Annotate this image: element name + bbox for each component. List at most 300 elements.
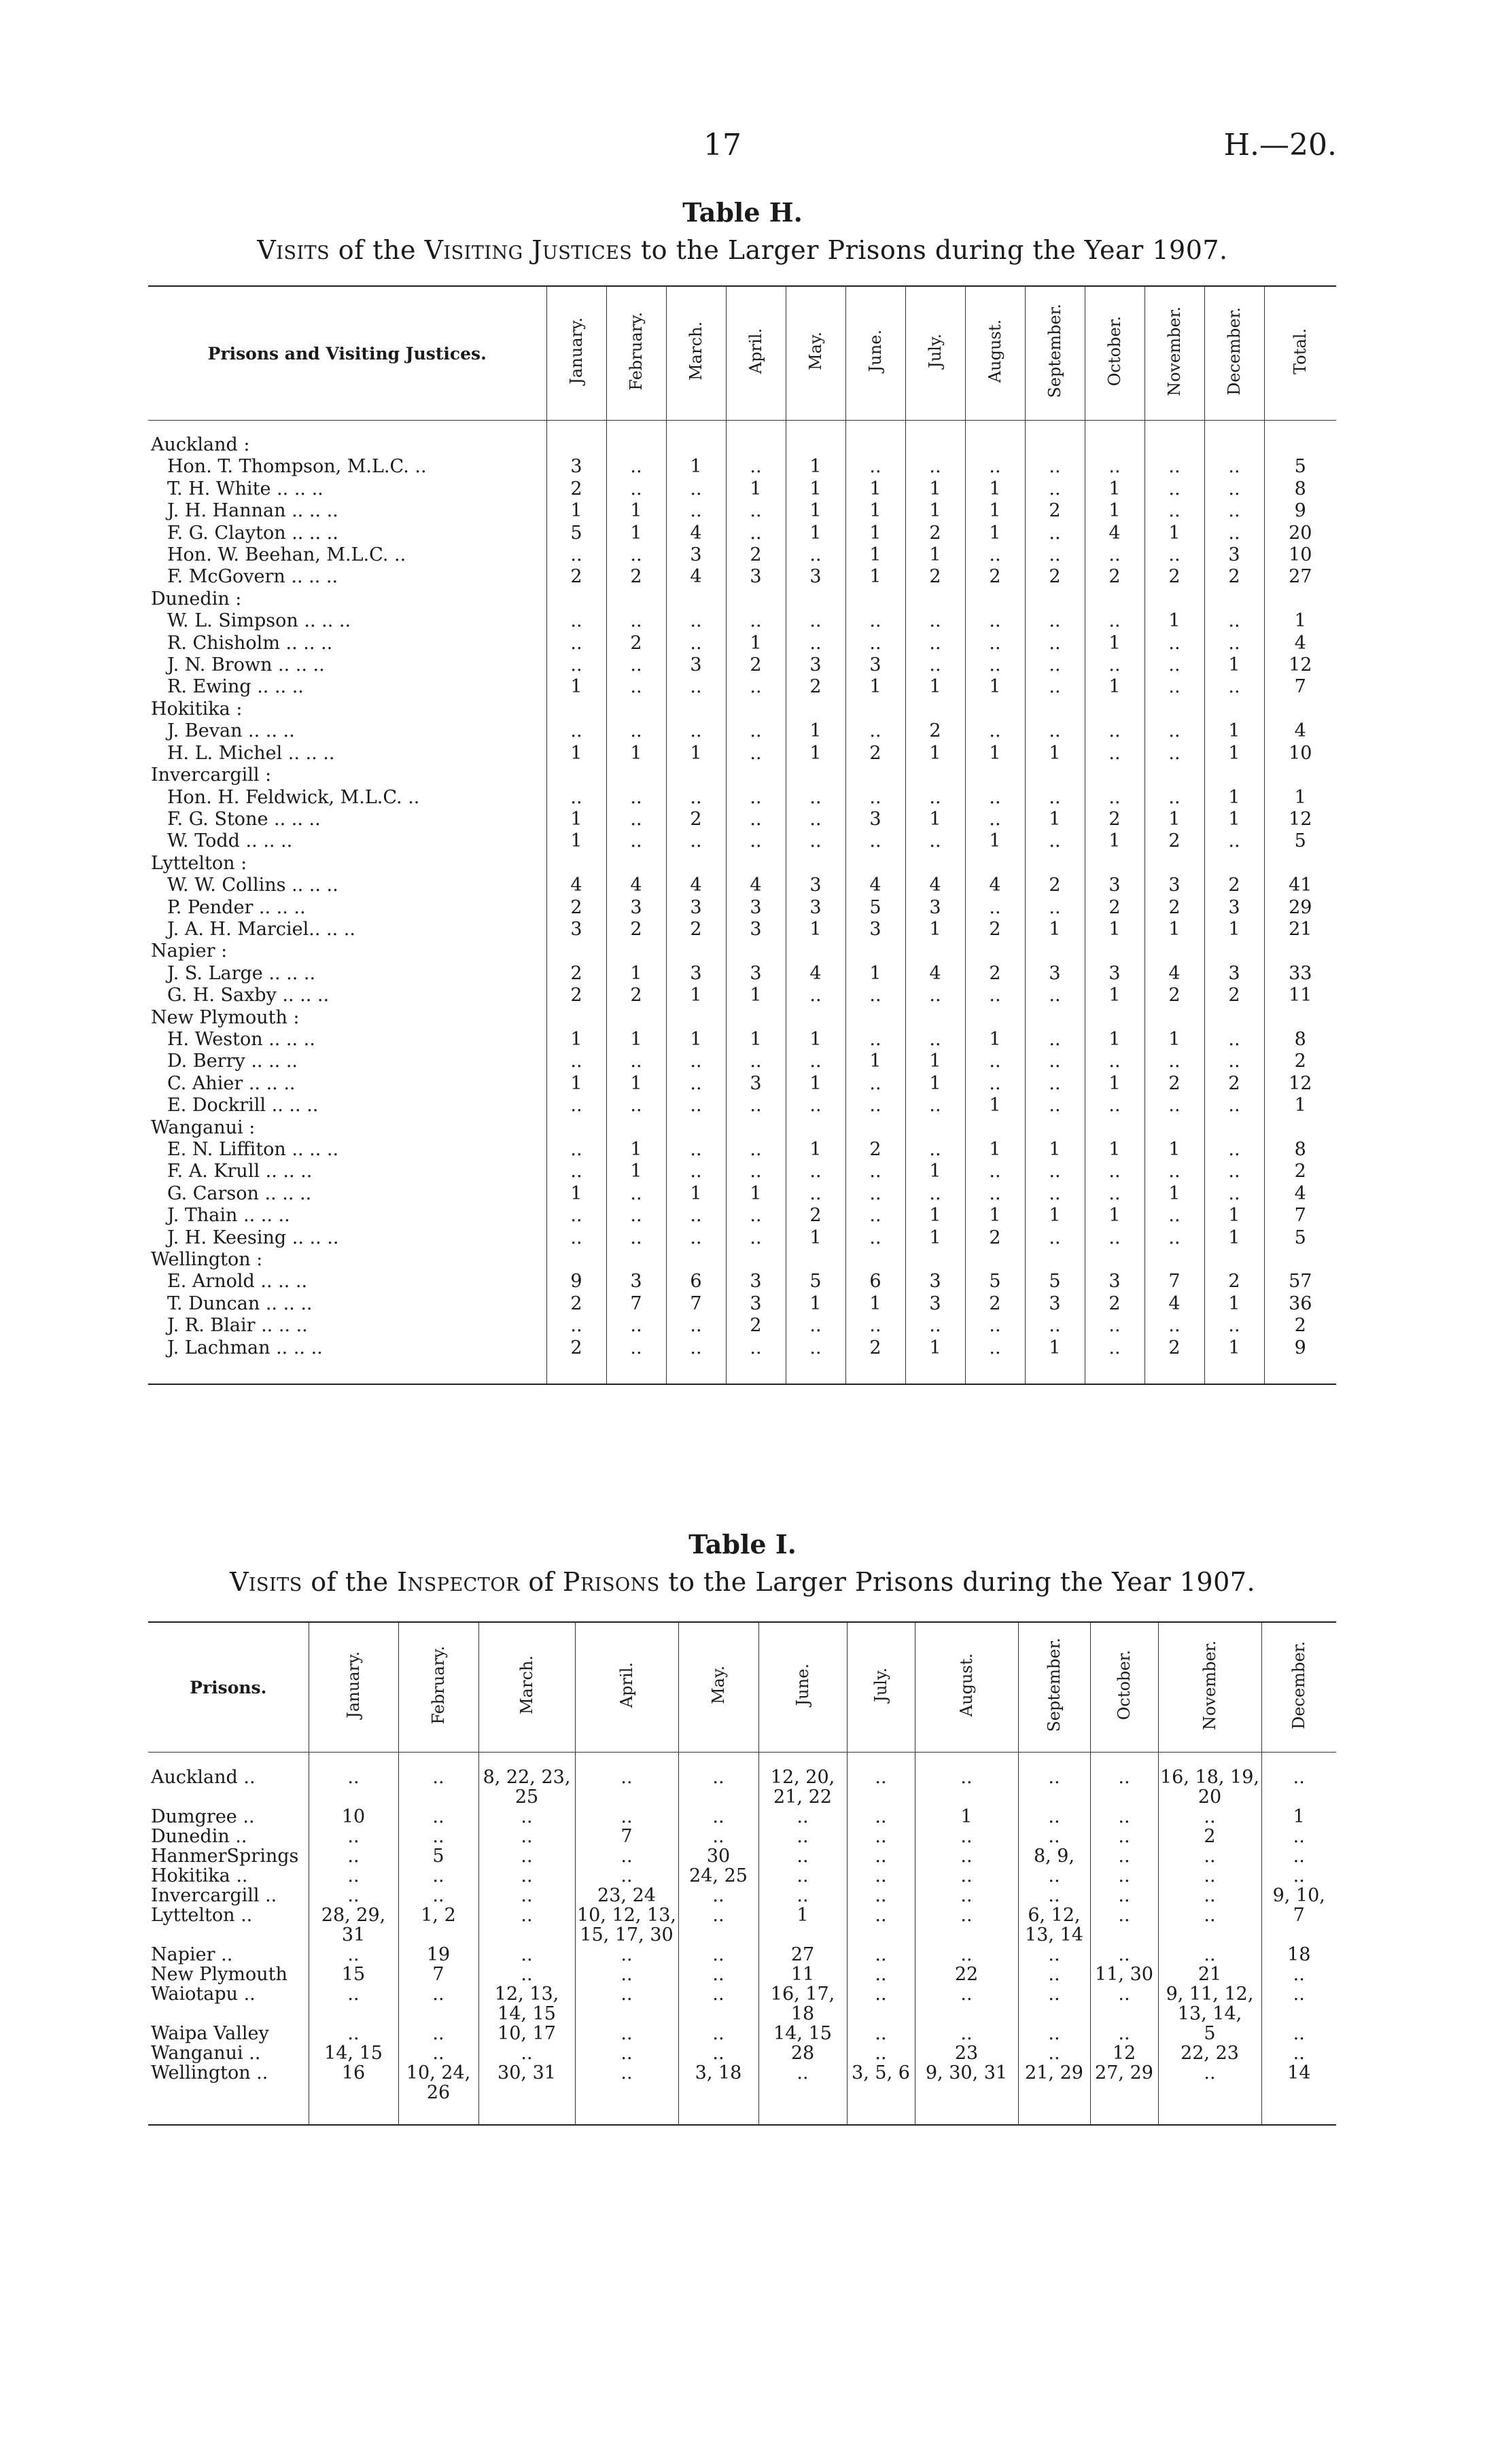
- table-i-cell: 12, 13, 14, 15: [478, 1984, 575, 2024]
- table-h-cell: 3: [666, 897, 726, 919]
- table-h-cell: 1: [1204, 654, 1264, 676]
- table-h-cell: 1: [965, 478, 1025, 500]
- table-h-cell: ..: [606, 456, 666, 478]
- table-i-cell: ..: [478, 1807, 575, 1827]
- table-h-cell: [606, 588, 666, 610]
- table-h-cell: ..: [606, 1227, 666, 1249]
- column-header-text: December.: [1225, 306, 1244, 395]
- table-h-cell: 3: [786, 897, 845, 919]
- table-h-cell: 2: [1204, 1271, 1264, 1292]
- table-i-cell: ..: [1090, 1984, 1158, 2024]
- table-h-cell: [726, 764, 786, 786]
- table-i-cell: 14: [1261, 2063, 1336, 2125]
- table-i-cell: 1, 2: [398, 1905, 478, 1945]
- table-h-cell: 3: [1085, 963, 1145, 985]
- row-name: Invercargill ..: [151, 1885, 277, 1906]
- table-h-cell: 1: [1025, 1337, 1085, 1384]
- table-i-cell: 3, 5, 6: [847, 2063, 915, 2125]
- table-h-cell: [546, 940, 606, 962]
- table-h-cell: ..: [726, 1051, 786, 1072]
- table-h-cell: 1: [905, 676, 965, 698]
- table-h-cell: 1: [845, 500, 905, 522]
- table-h-cell: 2: [965, 919, 1025, 940]
- table-h-cell: ..: [905, 456, 965, 478]
- region-name: Auckland :: [151, 434, 250, 455]
- caption-word: Visiting Justices: [424, 235, 633, 265]
- row-name: T. Duncan .. .. ..: [167, 1292, 313, 1314]
- table-h-row: [148, 610, 1336, 632]
- table-h-cell: [546, 764, 606, 786]
- table-h-cell: 1: [666, 1029, 726, 1051]
- table-i-cell: 30: [678, 1846, 758, 1866]
- table-h-cell: [666, 853, 726, 875]
- table-h-cell: ..: [786, 809, 845, 830]
- table-h-cell: 1: [726, 1183, 786, 1205]
- table-h-cell: [726, 1249, 786, 1271]
- table-h-column-header: [1145, 286, 1204, 421]
- table-h-cell: [666, 421, 726, 457]
- table-h-cell: 2: [546, 566, 606, 588]
- table-i-column-header: [847, 1622, 915, 1753]
- table-h-cell: ..: [845, 830, 905, 852]
- table-h-cell: [1025, 853, 1085, 875]
- table-h-cell: 2: [726, 1315, 786, 1337]
- table-h-cell: [726, 588, 786, 610]
- table-h-cell: ..: [905, 633, 965, 654]
- table-i-cell: ..: [575, 1846, 678, 1866]
- table-i-cell: 16: [309, 2063, 398, 2125]
- table-h-cell: ..: [1145, 1315, 1204, 1337]
- table-h-column-header: [845, 286, 905, 421]
- table-h-cell: ..: [1145, 1227, 1204, 1249]
- table-i-cell: 7: [1261, 1905, 1336, 1945]
- table-h-cell: ..: [1145, 1051, 1204, 1072]
- table-i-cell: ..: [1158, 1886, 1261, 1905]
- table-h-cell: 4: [965, 875, 1025, 896]
- table-i-cell: 6, 12, 13, 14: [1018, 1905, 1090, 1945]
- table-h-cell: [1204, 421, 1264, 457]
- row-name: F. A. Krull .. .. ..: [167, 1161, 313, 1182]
- table-h-cell: 2: [965, 566, 1025, 588]
- table-i-cell: ..: [758, 1866, 847, 1886]
- table-h-cell: [726, 1117, 786, 1139]
- table-h-heading: Table H.: [682, 197, 803, 228]
- table-h-cell: ..: [1085, 720, 1145, 742]
- table-h-cell: ..: [786, 1095, 845, 1116]
- table-h-row: [148, 875, 1336, 896]
- table-h-cell: ..: [1085, 1183, 1145, 1205]
- table-h-cell: ..: [965, 544, 1025, 566]
- table-h-cell: [965, 1249, 1025, 1271]
- table-h-cell: ..: [1145, 654, 1204, 676]
- table-h-cell: 3: [1085, 1271, 1145, 1292]
- table-i-cell: ..: [575, 2043, 678, 2063]
- table-h-cell: [845, 940, 905, 962]
- table-h-cell: 6: [666, 1271, 726, 1292]
- table-h-cell: [845, 588, 905, 610]
- table-h-cell: 1: [965, 743, 1025, 764]
- table-i-cell: 16, 17, 18: [758, 1984, 847, 2024]
- caption-word: Visits: [229, 1567, 302, 1597]
- column-header-text: April.: [746, 328, 765, 374]
- table-h-cell: 1: [1025, 809, 1085, 830]
- region-name: Dunedin :: [151, 588, 242, 610]
- table-h-cell: 2: [666, 919, 726, 940]
- column-header-text: May.: [709, 1666, 728, 1704]
- table-h-cell: ..: [606, 1315, 666, 1337]
- table-h-row: [148, 566, 1336, 588]
- table-h-cell: 4: [1145, 1293, 1204, 1315]
- table-i-column-header: [1018, 1622, 1090, 1753]
- table-h-cell: 2: [606, 985, 666, 1006]
- table-h-row: [148, 1139, 1336, 1161]
- table-h-cell: 1: [786, 919, 845, 940]
- row-name: Lyttelton ..: [151, 1905, 253, 1926]
- table-h-cell: ..: [1204, 1183, 1264, 1205]
- table-h-cell: 9: [1264, 1337, 1336, 1384]
- table-h-row: [148, 500, 1336, 522]
- table-h-cell: ..: [1025, 1051, 1085, 1072]
- table-h-cell: ..: [965, 1051, 1025, 1072]
- table-h-cell: [546, 1117, 606, 1139]
- table-h-cell: ..: [1085, 1161, 1145, 1182]
- table-h-cell: ..: [726, 720, 786, 742]
- caption-word: of the: [302, 1567, 398, 1597]
- table-h-cell: 1: [965, 1139, 1025, 1161]
- table-h-cell: 4: [726, 875, 786, 896]
- table-h-cell: ..: [1204, 1029, 1264, 1051]
- row-name: J. R. Blair .. .. ..: [167, 1315, 308, 1337]
- table-h-cell: [666, 1249, 726, 1271]
- table-h-cell: ..: [845, 1161, 905, 1182]
- table-i-column-header: [478, 1622, 575, 1753]
- table-i-cell: 2: [1158, 1827, 1261, 1846]
- table-i-cell: ..: [309, 1945, 398, 1965]
- table-h-cell: ..: [965, 787, 1025, 809]
- table-i-cell: ..: [847, 1753, 915, 1808]
- table-h-cell: [1145, 421, 1204, 457]
- table-i-row: [148, 1753, 1336, 1808]
- table-h-cell: ..: [1025, 1161, 1085, 1182]
- table-i-cell: 14, 15: [758, 2024, 847, 2043]
- table-h-cell: ..: [905, 1029, 965, 1051]
- table-h-row: [148, 787, 1336, 809]
- table-h-row: [148, 720, 1336, 742]
- table-h-cell: ..: [1145, 676, 1204, 698]
- table-h-cell: 5: [845, 897, 905, 919]
- table-h-cell: 12: [1264, 1073, 1336, 1095]
- table-h-cell: 1: [1264, 1095, 1336, 1116]
- table-h-cell: ..: [845, 633, 905, 654]
- table-i-cell: 21, 29: [1018, 2063, 1090, 2125]
- table-i-column-header: [1158, 1622, 1261, 1753]
- table-h-cell: ..: [1204, 610, 1264, 632]
- row-name: E. N. Liffiton .. .. ..: [167, 1139, 339, 1160]
- table-h-cell: ..: [726, 1095, 786, 1116]
- table-h-cell: [606, 1007, 666, 1029]
- table-i-cell: 24, 25: [678, 1866, 758, 1886]
- table-i-cell: ..: [478, 1827, 575, 1846]
- table-h-cell: 3: [606, 897, 666, 919]
- table-h-cell: ..: [726, 1161, 786, 1182]
- table-h-cell: ..: [905, 1183, 965, 1205]
- table-i-cell: ..: [1090, 1753, 1158, 1808]
- table-i-cell: 1: [1261, 1807, 1336, 1827]
- table-h-cell: [1145, 1007, 1204, 1029]
- table-h-cell: ..: [1204, 1139, 1264, 1161]
- table-h-cell: ..: [1204, 500, 1264, 522]
- table-h-cell: ..: [546, 610, 606, 632]
- column-header-text: July.: [871, 1668, 890, 1702]
- table-h-cell: 2: [965, 963, 1025, 985]
- table-h-cell: ..: [1085, 1095, 1145, 1116]
- table-h-cell: ..: [1025, 1315, 1085, 1337]
- table-h-row: [148, 919, 1336, 940]
- table-h-cell: 1: [726, 478, 786, 500]
- table-i-cell: ..: [1018, 1807, 1090, 1827]
- column-header-text: August.: [957, 1653, 976, 1717]
- table-h-cell: ..: [1085, 1051, 1145, 1072]
- table-h-cell: ..: [1145, 478, 1204, 500]
- table-i-row: [148, 1827, 1336, 1846]
- table-h-cell: ..: [1025, 830, 1085, 852]
- table-i: [148, 1621, 1336, 2126]
- table-i-cell: ..: [847, 1945, 915, 1965]
- table-h-cell: 3: [1085, 875, 1145, 896]
- table-h-cell: 1: [606, 1073, 666, 1095]
- table-h-cell: 1: [965, 830, 1025, 852]
- table-h-cell: 1: [965, 676, 1025, 698]
- table-h-cell: 2: [1145, 897, 1204, 919]
- row-name: Dumgree ..: [151, 1806, 255, 1827]
- table-h-cell: 2: [845, 743, 905, 764]
- table-h-cell: ..: [965, 633, 1025, 654]
- table-h-cell: 1: [606, 1139, 666, 1161]
- table-i-cell: ..: [478, 2043, 575, 2063]
- table-h-cell: 10: [1264, 743, 1336, 764]
- table-h-cell: [1145, 853, 1204, 875]
- table-h-row: [148, 743, 1336, 764]
- table-h-cell: 2: [1025, 566, 1085, 588]
- table-h-cell: 1: [965, 1095, 1025, 1116]
- table-h-cell: ..: [546, 633, 606, 654]
- table-h-cell: 1: [1085, 676, 1145, 698]
- table-i-cell: 23, 24: [575, 1886, 678, 1905]
- table-h-cell: 1: [845, 544, 905, 566]
- table-h-cell: [1085, 1007, 1145, 1029]
- table-h-cell: 1: [1145, 1183, 1204, 1205]
- table-h-cell: 1: [1145, 1139, 1204, 1161]
- table-h-cell: 3: [606, 1271, 666, 1292]
- row-name: F. G. Clayton .. .. ..: [167, 522, 338, 544]
- table-h-cell: ..: [606, 478, 666, 500]
- row-name: Wanganui ..: [151, 2043, 261, 2064]
- table-h-row: [148, 985, 1336, 1006]
- table-h-cell: ..: [1025, 544, 1085, 566]
- table-h-cell: [1025, 764, 1085, 786]
- column-header-text: April.: [617, 1661, 636, 1708]
- table-h-cell: 1: [1204, 1205, 1264, 1227]
- table-h-cell: 2: [546, 1293, 606, 1315]
- table-i-cell: ..: [478, 1866, 575, 1886]
- table-h-cell: ..: [1204, 456, 1264, 478]
- column-header-text: September.: [1045, 1638, 1064, 1732]
- table-h-cell: [1085, 421, 1145, 457]
- table-i-cell: ..: [915, 1984, 1018, 2024]
- table-h-cell: [845, 853, 905, 875]
- table-i-cell: 9, 30, 31: [915, 2063, 1018, 2125]
- table-h-cell: [905, 588, 965, 610]
- table-h-cell: ..: [1085, 1315, 1145, 1337]
- table-h-cell: 2: [1145, 1337, 1204, 1384]
- table-i-cell: ..: [575, 2024, 678, 2043]
- table-h-cell: 3: [1204, 897, 1264, 919]
- region-name: Napier :: [151, 940, 228, 962]
- table-i-cell: ..: [678, 2024, 758, 2043]
- table-h-cell: ..: [845, 1183, 905, 1205]
- table-h-cell: 1: [1204, 1227, 1264, 1249]
- table-i-cell: ..: [575, 1753, 678, 1808]
- table-h-cell: ..: [1145, 1095, 1204, 1116]
- table-i-cell: 7: [398, 1965, 478, 1984]
- table-h-cell: ..: [1085, 456, 1145, 478]
- table-h-cell: 2: [1204, 985, 1264, 1006]
- table-h-cell: ..: [845, 1227, 905, 1249]
- page-code: H.—20.: [1223, 128, 1337, 162]
- table-h-cell: 9: [546, 1271, 606, 1292]
- table-h-cell: [546, 1007, 606, 1029]
- table-i-cell: ..: [847, 1866, 915, 1886]
- table-h-cell: [1204, 588, 1264, 610]
- table-h-cell: 4: [1085, 523, 1145, 544]
- table-i-cell: ..: [915, 1866, 1018, 1886]
- table-h-cell: [1145, 1249, 1204, 1271]
- table-i-cell: ..: [758, 1886, 847, 1905]
- table-i-cell: ..: [678, 2043, 758, 2063]
- table-i-cell: ..: [915, 1945, 1018, 1965]
- table-h-cell: ..: [606, 1051, 666, 1072]
- table-h-cell: [905, 764, 965, 786]
- table-h-cell: ..: [606, 1095, 666, 1116]
- table-h-cell: ..: [726, 676, 786, 698]
- caption-word: to the Larger Prisons during the Year 1907.: [659, 1567, 1256, 1597]
- table-h-cell: ..: [1085, 743, 1145, 764]
- table-h-cell: [1204, 853, 1264, 875]
- table-h-cell: [666, 588, 726, 610]
- region-name: New Plymouth :: [151, 1006, 300, 1028]
- column-header-text: February.: [627, 311, 646, 391]
- table-h-cell: 1: [726, 985, 786, 1006]
- table-h-cell: [546, 421, 606, 457]
- table-h-cell: 2: [1085, 809, 1145, 830]
- table-h-cell: ..: [965, 1161, 1025, 1182]
- table-h-cell: 2: [1204, 566, 1264, 588]
- table-h-cell: ..: [1145, 544, 1204, 566]
- table-i-cell: ..: [398, 1827, 478, 1846]
- row-name: J. Bevan .. .. ..: [167, 720, 295, 742]
- table-i-cell: ..: [1261, 1965, 1336, 1984]
- table-h-cell: ..: [1085, 610, 1145, 632]
- table-h-cell: 1: [1085, 830, 1145, 852]
- table-h-cell: 3: [546, 456, 606, 478]
- table-h-cell: 1: [845, 1293, 905, 1315]
- table-i-column-header: [398, 1622, 478, 1753]
- table-h-cell: ..: [845, 1315, 905, 1337]
- table-i-row: [148, 2043, 1336, 2063]
- table-i-cell: 1: [915, 1807, 1018, 1827]
- table-h-cell: 2: [726, 654, 786, 676]
- table-h-cell: [1085, 1117, 1145, 1139]
- table-i-row: [148, 1965, 1336, 1984]
- table-h-cell: ..: [666, 1051, 726, 1072]
- table-h-cell: ..: [1204, 830, 1264, 852]
- table-i-cell: ..: [478, 1886, 575, 1905]
- row-name: Hokitika ..: [151, 1865, 248, 1886]
- table-h-cell: 1: [546, 743, 606, 764]
- table-i-cell: ..: [1261, 1984, 1336, 2024]
- table-h-cell: ..: [965, 456, 1025, 478]
- table-h-cell: ..: [845, 1029, 905, 1051]
- table-h-cell: ..: [726, 787, 786, 809]
- table-h-cell: ..: [1145, 456, 1204, 478]
- table-h-cell: 1: [606, 963, 666, 985]
- row-name: T. H. White .. .. ..: [167, 478, 324, 499]
- table-h-row: [148, 1271, 1336, 1292]
- table-h-cell: ..: [606, 1337, 666, 1384]
- row-name: R. Chisholm .. .. ..: [167, 632, 333, 654]
- table-h-cell: [786, 1249, 845, 1271]
- table-h-cell: ..: [845, 456, 905, 478]
- table-i-cell: ..: [847, 1807, 915, 1827]
- table-h-row: [148, 654, 1336, 676]
- column-header-text: March.: [686, 321, 705, 381]
- table-h-cell: ..: [1204, 1051, 1264, 1072]
- row-name: E. Dockrill .. .. ..: [167, 1095, 319, 1116]
- column-header-text: Prisons.: [190, 1677, 267, 1697]
- table-i-cell: ..: [309, 1886, 398, 1905]
- table-h-cell: 5: [1025, 1271, 1085, 1292]
- table-i-cell: ..: [1158, 1846, 1261, 1866]
- table-h-cell: ..: [1025, 523, 1085, 544]
- table-h-cell: 4: [905, 963, 965, 985]
- table-h-cell: ..: [1025, 676, 1085, 698]
- table-i-cell: ..: [309, 2024, 398, 2043]
- table-i-cell: 10: [309, 1807, 398, 1827]
- table-i-cell: ..: [398, 1984, 478, 2024]
- table-h-cell: [546, 853, 606, 875]
- table-h-cell: [845, 421, 905, 457]
- table-h-cell: ..: [546, 544, 606, 566]
- table-i-caption: [0, 1567, 1485, 1597]
- table-h-cell: ..: [1085, 1337, 1145, 1384]
- table-h-cell: 1: [905, 919, 965, 940]
- table-h-cell: ..: [726, 1227, 786, 1249]
- table-i-cell: ..: [398, 1807, 478, 1827]
- table-h-cell: 3: [666, 963, 726, 985]
- table-h-cell: ..: [1025, 897, 1085, 919]
- column-header-text: August.: [985, 319, 1004, 383]
- table-h-cell: 3: [726, 1293, 786, 1315]
- row-name: Hon. H. Feldwick, M.L.C. ..: [167, 786, 420, 808]
- table-h-cell: ..: [666, 720, 726, 742]
- table-h-cell: [786, 421, 845, 457]
- table-h-row: [148, 478, 1336, 500]
- table-h-cell: ..: [666, 633, 726, 654]
- table-h-cell: ..: [546, 787, 606, 809]
- row-name: J. H. Hannan .. .. ..: [167, 500, 338, 522]
- table-h-cell: ..: [786, 633, 845, 654]
- table-h-cell: ..: [1085, 1227, 1145, 1249]
